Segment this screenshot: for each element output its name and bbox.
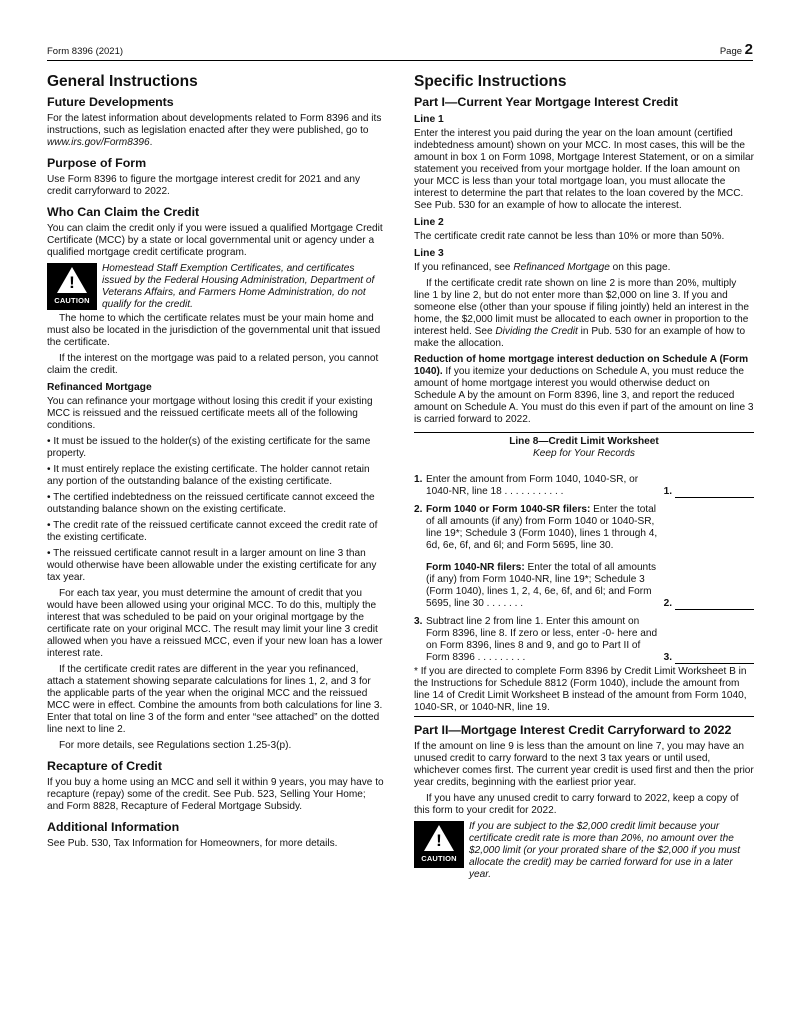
row-body: Enter the total of all amounts (if any) from Form 1040-NR, line 19*; Schedule 3 (Form 1040), lines 1, 2, 4, 6e, 6f, and 6l; and Form 5695, line 30 . . . . . . . <box>426 562 657 609</box>
recapture-heading: Recapture of Credit <box>47 759 162 773</box>
page-word: Page <box>719 46 743 57</box>
bullet-item: • The reissued certificate cannot result in a larger amount on line 3 than would otherwise have been allowable under the existing certificate for any tax year. <box>47 548 377 583</box>
line2-heading: Line 2 <box>414 217 444 228</box>
future-developments-heading: Future Developments <box>47 95 174 109</box>
worksheet-row-1 <box>414 474 754 498</box>
caution-block <box>414 821 754 881</box>
worksheet-subtitle: Keep for Your Records <box>533 448 635 459</box>
worksheet-footnote: * If you are directed to complete Form 8396 by Credit Limit Worksheet B in the Instructions for Schedule 8812 (Form 1040), include the amount from line 14 of Credit Limit Worksheet B instead of the amount from Form 1040, 1040-SR, or 1040-NR, line 19. <box>414 666 747 713</box>
left-column <box>47 72 385 854</box>
additional-info-text: See Pub. 530, Tax Information for Homeowners, for more details. <box>47 838 338 849</box>
caution-label: CAUTION <box>54 296 90 305</box>
bullet-item: • The credit rate of the reissued certificate cannot exceed the credit rate of the existing certificate. <box>47 520 378 543</box>
irs-link[interactable]: www.irs.gov/Form8396 <box>47 137 150 148</box>
purpose-heading: Purpose of Form <box>47 156 147 170</box>
reduction-body: If you itemize your deductions on Schedule A, you must reduce the amount of home mortgage interest you would otherwise deduct on Schedule A by the amount on Form 8396, line 3, and report the reduced amount on Schedule A. You must do this even if part of the amount on line 3 is carried forward to 2022. <box>414 366 754 425</box>
line1-text: Enter the interest you paid during the year on the loan amount (certified indebtedness amount) shown on your MCC. In most cases, this will be the amount in box 1 on Form 1098, Mortgage Interest Statement, or on a similar statement you received from your mortgage holder. If the loan amount on your MCC is less than your total mortgage loan, you must allocate the interest to determine the part that relates to the loan covered by the MCC. See Pub. 530 for an example of how to allocate the interest. <box>414 128 754 211</box>
future-developments-text <box>47 113 385 149</box>
row-text <box>426 504 658 552</box>
refinanced-heading: Refinanced Mortgage <box>47 382 152 393</box>
who-can-claim-heading: Who Can Claim the Credit <box>47 205 200 219</box>
part2-text-1: If the amount on line 9 is less than the amount on line 7, you may have an unused credit to carry forward to the next 3 tax years or until used, whichever comes first. The current year credit is used first and then the prior year credits, beginning with the earliest prior year. <box>414 741 754 788</box>
row-number: 2. <box>414 504 423 515</box>
worksheet-title: Line 8—Credit Limit Worksheet <box>509 436 659 447</box>
part2-heading: Part II—Mortgage Interest Credit Carryforward to 2022 <box>414 723 732 737</box>
bullet-item: • The certified indebtedness on the reissued certificate cannot exceed the outstanding balance shown on the existing certificate. <box>47 492 375 515</box>
bullet-item: • It must be issued to the holder(s) of the existing certificate for the same property. <box>47 436 371 459</box>
future-text-1: For the latest information about developments related to Form 8396 and its instructions, such as legislation enacted after they were published, go to <box>47 113 382 136</box>
row-text: Subtract line 2 from line 1. Enter this amount on Form 8396, line 8. If zero or less, enter -0- here and on Form 8396, lines 8 and 9, and go to Part II of Form 8396 . . . . . . . . . <box>426 616 658 663</box>
page-indicator <box>720 41 753 58</box>
more-details-text: For more details, see Regulations section 1.25-3(p). <box>59 740 292 751</box>
line-3-entry-field[interactable] <box>675 652 754 664</box>
each-year-text: For each tax year, you must determine the amount of credit that you would have been allowed using your original MCC. To do this, multiply the interest that was scheduled to be paid on your original mortgage by the certificate rate on your original MCC. The result may limit your line 3 credit allowed when you have a reissued MCC, even if your new loan has a lower interest rate. <box>47 588 383 659</box>
row-line-label: 2. <box>663 598 672 609</box>
reduction-bold: Reduction of home mortgage interest deduction on Schedule A (Form 1040). <box>414 354 749 377</box>
caution-exclamation: ! <box>69 273 75 292</box>
purpose-text: Use Form 8396 to figure the mortgage interest credit for 2021 and any credit carryforward to 2022. <box>47 174 361 197</box>
right-column <box>414 72 754 883</box>
credit-limit-worksheet <box>414 432 754 717</box>
row-body: Enter the total of all amounts (if any) from Form 1040 or 1040-SR, line 19*; Schedule 3 (Form 1040), lines 1 through 4, 6d, 6e, 6f, and 6l; and Form 5695, line 30. <box>426 504 658 551</box>
caution-block <box>47 263 385 311</box>
main-home-text: The home to which the certificate relates must be your main home and must also be located in the jurisdiction of the governmental unit that issued the certificate. <box>47 313 381 348</box>
worksheet-row-3 <box>414 616 754 664</box>
worksheet-row-2b <box>414 562 754 610</box>
related-person-text: If the interest on the mortgage was paid to a related person, you cannot claim the credit. <box>47 353 379 376</box>
line1-heading: Line 1 <box>414 114 444 125</box>
line3-text-2 <box>414 278 754 350</box>
bullet-item: • It must entirely replace the existing certificate. The holder cannot retain any portion of the outstanding balance of the existing certificate. <box>47 464 370 487</box>
general-instructions-heading: General Instructions <box>47 73 198 90</box>
row-bold: Form 1040-NR filers: <box>426 562 525 573</box>
row-line-label: 1. <box>663 486 672 497</box>
future-text-2: . <box>149 137 153 148</box>
line3-text-1 <box>414 262 754 274</box>
line3-text-1c: on this page. <box>609 262 671 273</box>
additional-info-heading: Additional Information <box>47 820 180 834</box>
refinanced-text: You can refinance your mortgage without losing this credit if your existing MCC is reissued and the reissued certificate meets all of the following conditions. <box>47 396 373 431</box>
part2-text-2: If you have any unused credit to carry forward to 2022, keep a copy of this form to your credit for 2022. <box>414 793 739 816</box>
who-can-claim-text: You can claim the credit only if you were issued a qualified Mortgage Credit Certificate (MCC) by a state or local governmental unit or agency under a qualified mortgage credit certificate program. <box>47 223 383 258</box>
line-2-entry-field[interactable] <box>675 598 754 610</box>
caution-label: CAUTION <box>421 854 457 863</box>
caution-exclamation: ! <box>436 831 442 850</box>
reduction-text <box>414 354 754 426</box>
line3-text-2c: in Pub. 530 for an example of how to make the allocation. <box>414 326 746 349</box>
refinanced-mortgage-ref: Refinanced Mortgage <box>513 262 610 273</box>
part1-heading: Part I—Current Year Mortgage Interest Credit <box>414 95 679 109</box>
caution-text: If you are subject to the $2,000 credit limit because your certificate credit rate is more than 20%, no amount over the $2,000 limit (or your prorated share of the $2,000 if you must allocate the credit) may be carried forward for use in a later year. <box>469 821 740 880</box>
row-bold: Form 1040 or Form 1040-SR filers: <box>426 504 591 515</box>
caution-text: Homestead Staff Exemption Certificates, and certificates issued by the Federal Housing Administration, Department of Veterans Affairs, and Farmers Home Administration, do not qualify for the credit. <box>102 263 375 310</box>
page-number: 2 <box>744 41 753 58</box>
line2-text: The certificate credit rate cannot be less than 10% or more than 50%. <box>414 231 725 242</box>
line3-text-1a: If you refinanced, see <box>414 262 514 273</box>
row-line-label: 3. <box>663 652 672 663</box>
row-number: 1. <box>414 474 423 485</box>
specific-instructions-heading: Specific Instructions <box>414 73 567 90</box>
dividing-credit-ref: Dividing the Credit <box>495 326 578 337</box>
caution-icon <box>47 263 97 310</box>
row-number: 3. <box>414 616 423 627</box>
row-text <box>426 562 658 610</box>
line3-heading: Line 3 <box>414 248 444 259</box>
recapture-text: If you buy a home using an MCC and sell it within 9 years, you may have to recapture (repay) some of the credit. See Pub. 523, Selling Your Home; and Form 8828, Recapture of Federal Mortgage Subsidy. <box>47 777 384 812</box>
caution-icon <box>414 821 464 868</box>
form-label: Form 8396 (2021) <box>47 46 124 57</box>
page-header <box>47 38 753 61</box>
line-1-entry-field[interactable] <box>675 486 754 498</box>
different-rates-text: If the certificate credit rates are different in the year you refinanced, attach a statement showing separate calculations for lines 1, 2, and 3 for the applicable parts of the year when the original MCC and the reissued MCC were in effect. Combine the amounts from both calculations for line 3. Enter that total on line 3 of the form and enter “see attached” on the dotted line next to line 2. <box>47 664 383 735</box>
row-text: Enter the amount from Form 1040, 1040-SR, or 1040-NR, line 18 . . . . . . . . . . . <box>426 474 639 497</box>
worksheet-row-2a <box>414 504 754 552</box>
line3-text-2a: If the certificate credit rate shown on line 2 is more than 20%, multiply line 1 by line 2, but do not enter more than $2,000 on line 3. If you and someone else (other than your spouse if filing jointly) held an interest in the home, the $2,000 limit must be allocated to each owner in proportion to the interest held. See <box>414 278 749 337</box>
